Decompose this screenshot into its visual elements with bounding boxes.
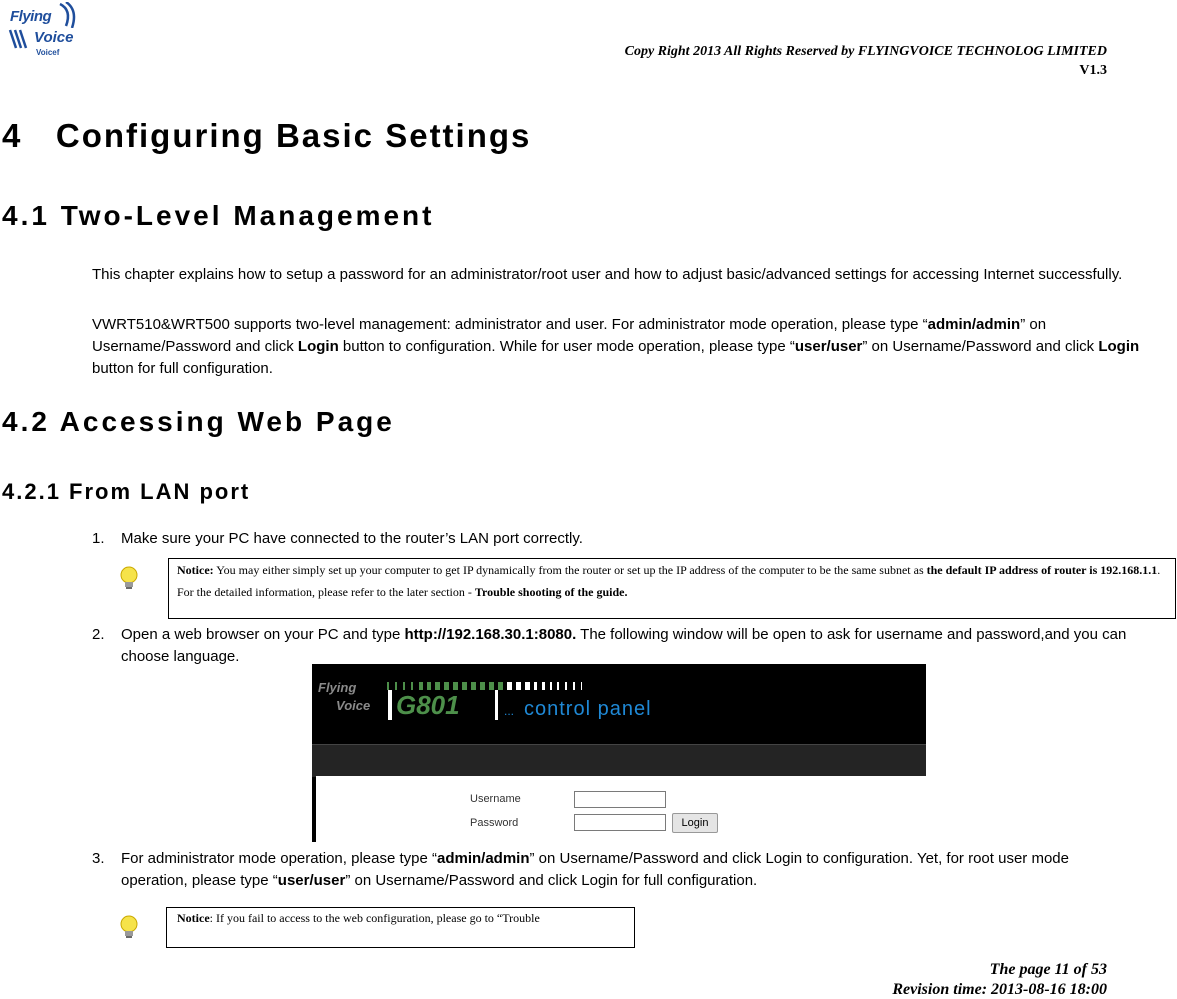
- step-number-3: 3.: [92, 850, 105, 867]
- logo-text-flying: Flying: [10, 8, 52, 25]
- text-bold-user: user/user: [277, 872, 346, 889]
- login-form: [316, 776, 926, 842]
- password-field[interactable]: [574, 814, 666, 831]
- screenshot-logo-flying: Flying: [318, 680, 357, 695]
- username-field[interactable]: [574, 791, 666, 808]
- login-page-screenshot: [312, 664, 926, 842]
- text-run: ” on Username/Password and click Login for full configuration.: [345, 872, 758, 889]
- text-run: ” on Username/Password and click: [862, 338, 1099, 355]
- section-heading-4-2-1: 4.2.1 From LAN port: [2, 479, 251, 504]
- text-run: For administrator mode operation, please type “: [121, 850, 437, 867]
- chapter-title: 4 Configuring Basic Settings: [2, 117, 532, 154]
- revision-time: Revision time: 2013-08-16 18:00: [892, 981, 1107, 998]
- notice-box-ip: [168, 558, 1176, 619]
- step-number-2: 2.: [92, 626, 105, 643]
- notice-text: . For the detailed information, please refer to the later section -: [177, 563, 1161, 599]
- copyright-notice: Copy Right 2013 All Rights Reserved by FLYINGVOICE TECHNOLOG LIMITED: [624, 44, 1107, 59]
- lightbulb-icon: [118, 914, 140, 940]
- text-bold-admin: admin/admin: [437, 850, 530, 867]
- notice-box-trouble: [166, 907, 635, 948]
- text-bold-admin: admin/admin: [927, 316, 1021, 333]
- section-heading-4-2: 4.2 Accessing Web Page: [2, 406, 395, 437]
- page-number: The page 11 of 53: [989, 961, 1107, 978]
- password-label: Password: [470, 817, 519, 829]
- control-panel-title: control panel: [524, 698, 652, 720]
- text-bold-login: Login: [1098, 338, 1140, 355]
- text-run: ” on Username/Password and click: [92, 316, 1047, 355]
- document-version: V1.3: [1079, 63, 1107, 78]
- logo-wave-icon: [8, 28, 32, 50]
- text-run: button for full configuration.: [92, 360, 273, 377]
- notice-label: Notice: [177, 911, 210, 925]
- section-heading-4-1: 4.1 Two-Level Management: [2, 200, 435, 231]
- notice-bold-ip: the default IP address of router is 192.168.1.1: [926, 563, 1158, 577]
- login-button[interactable]: Login: [672, 813, 718, 833]
- paragraph-two-level: [92, 314, 1142, 380]
- signal-ticks-decoration: [387, 682, 587, 690]
- step-number-1: 1.: [92, 530, 105, 547]
- username-label: Username: [470, 793, 521, 805]
- text-run: Open a web browser on your PC and type: [121, 626, 405, 643]
- text-run: ” on Username/Password and click Login to configuration. Yet, for root user mode operation, please type “: [121, 850, 1069, 889]
- text-run: The following window will be open to ask for username and password,and you can choose language.: [121, 626, 1127, 665]
- screenshot-nav-bar: [312, 744, 926, 777]
- logo-text-voice: Voice: [34, 29, 74, 46]
- text-run: button to configuration. While for user mode operation, please type “: [338, 338, 795, 355]
- title-dots: ...: [504, 704, 515, 718]
- signal-wave-icon: [58, 2, 78, 28]
- flyingvoice-logo: [6, 2, 76, 62]
- notice-text: You may either simply set up your computer to get IP dynamically from the router or set up the IP address of the computer to be the same subnet as: [213, 563, 927, 577]
- text-bold-login: Login: [297, 338, 339, 355]
- paragraph-intro: This chapter explains how to setup a password for an administrator/root user and how to adjust basic/advanced settings for accessing Internet successfully.: [92, 266, 1123, 283]
- notice-label: Notice:: [177, 563, 214, 577]
- notice-bold-trouble: Trouble shooting of the guide.: [474, 585, 628, 599]
- url-text: http://192.168.30.1:8080.: [404, 626, 577, 643]
- model-name: G801: [388, 690, 498, 720]
- step-text-1: Make sure your PC have connected to the router’s LAN port correctly.: [121, 530, 583, 547]
- notice-text: : If you fail to access to the web configuration, please go to “Trouble: [209, 911, 540, 925]
- screenshot-logo-voice: Voice: [336, 698, 371, 713]
- step-text-2: [121, 624, 1131, 668]
- step-text-3: [121, 848, 1131, 892]
- logo-text-small: Voicef: [36, 48, 60, 57]
- text-bold-user: user/user: [794, 338, 863, 355]
- lightbulb-icon: [118, 565, 140, 591]
- text-run: VWRT510&WRT500 supports two-level management: administrator and user. For administrator mode operation, please type “: [92, 316, 928, 333]
